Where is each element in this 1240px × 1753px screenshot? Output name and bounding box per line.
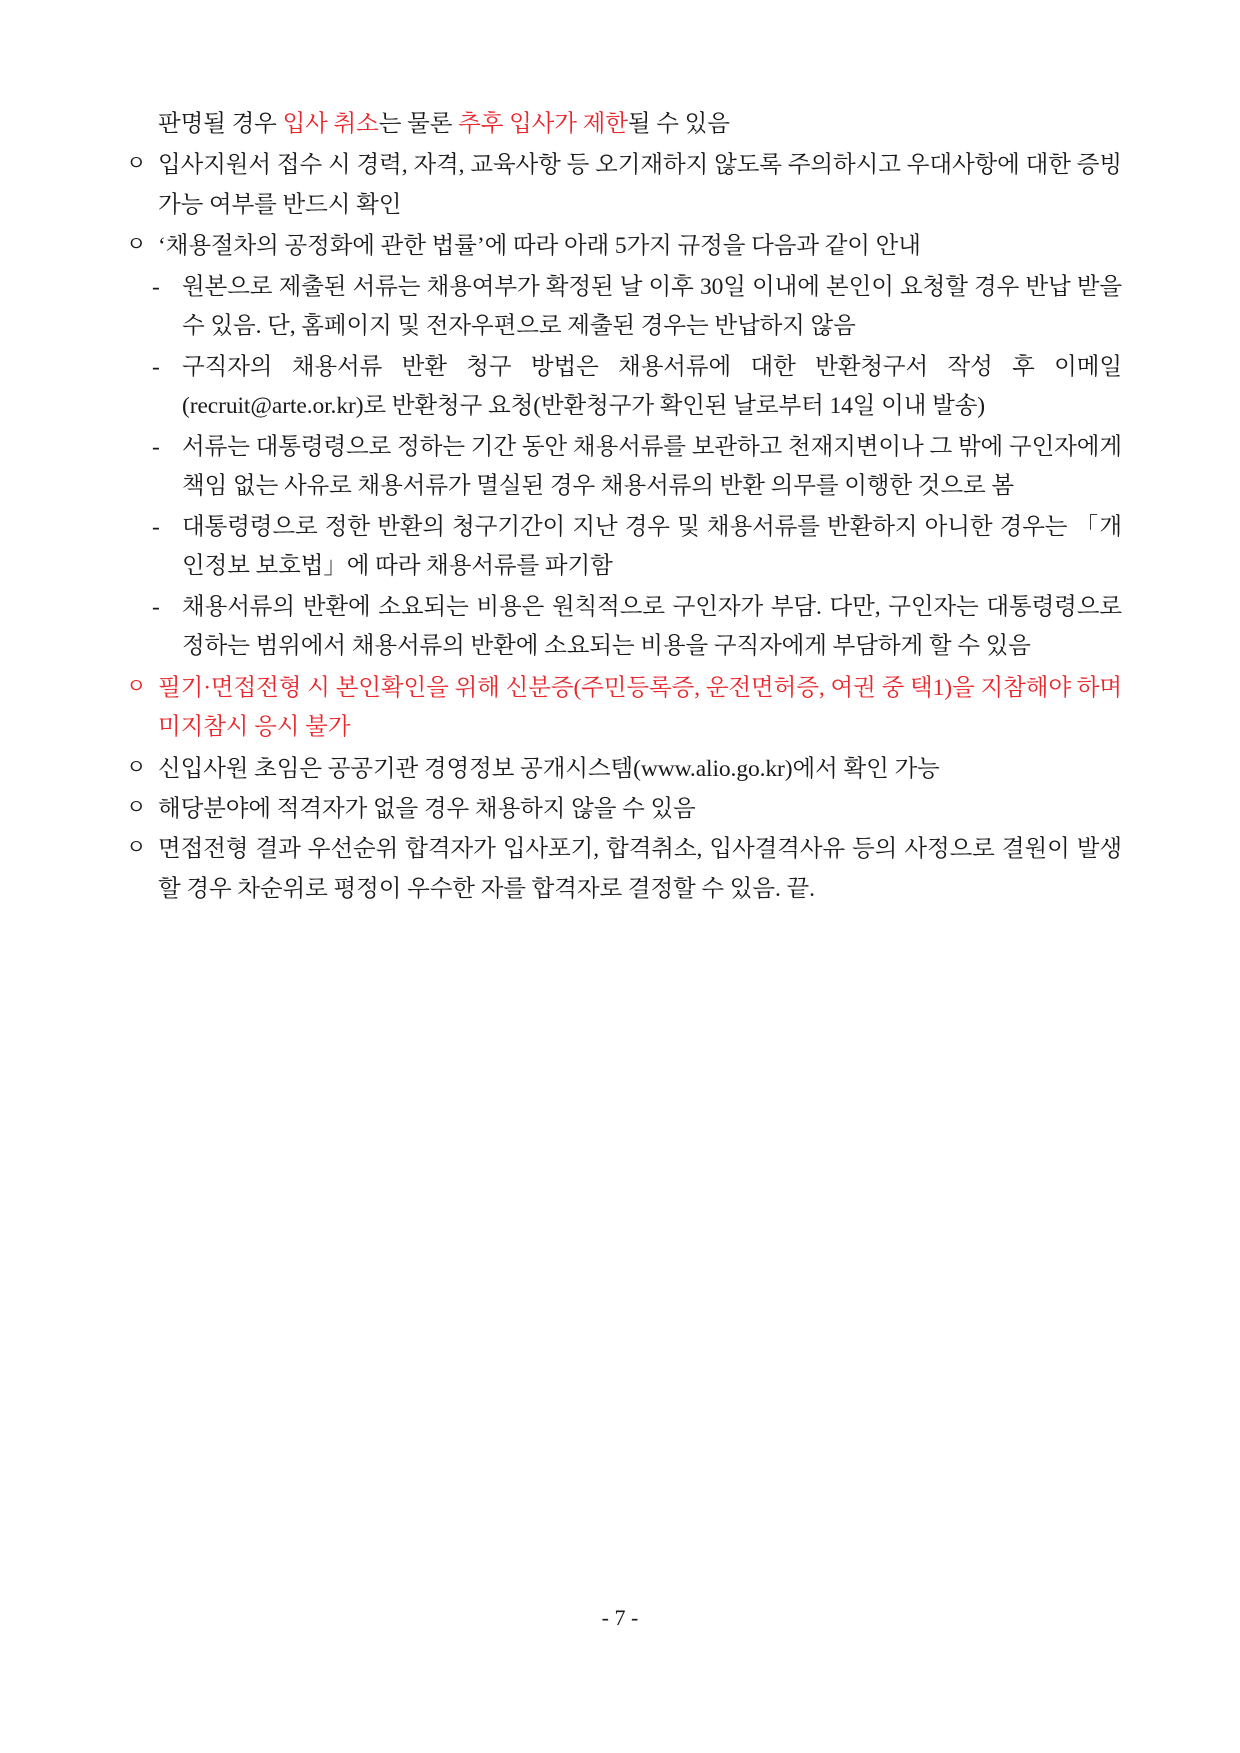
list-item-text: ‘채용절차의 공정화에 관한 법률’에 따라 아래 5가지 규정을 다음과 같이 안내 bbox=[158, 233, 921, 260]
list-item bbox=[118, 790, 1122, 829]
list-item-text: 구직자의 채용서류 반환 청구 방법은 채용서류에 대한 반환청구서 작성 후 이메일(recruit@arte.or.kr)로 반환청구 요청(반환청구가 확인된 날로부터 14일 이내 발송) bbox=[182, 353, 1122, 420]
list-item bbox=[118, 508, 1122, 587]
bullet-marker: ㅇ bbox=[126, 835, 147, 860]
list-item bbox=[118, 268, 1122, 347]
list-item-highlighted bbox=[118, 669, 1122, 748]
dash-marker: - bbox=[152, 273, 160, 300]
bullet-marker: ㅇ bbox=[126, 754, 147, 779]
list-item-text: 신입사원 초임은 공공기관 경영정보 공개시스템(www.alio.go.kr)에서 확인 가능 bbox=[158, 755, 940, 782]
continuation-mid: 는 물론 bbox=[378, 111, 459, 137]
list-item bbox=[118, 348, 1122, 427]
bullet-marker: ㅇ bbox=[126, 232, 147, 257]
list-item-text: 서류는 대통령령으로 정하는 기간 동안 채용서류를 보관하고 천재지변이나 그 밖에 구인자에게 책임 없는 사유로 채용서류가 멸실된 경우 채용서류의 반환 의무를 이행한 것으로 봄 bbox=[182, 433, 1122, 500]
continuation-suffix: 될 수 있음 bbox=[627, 111, 730, 137]
list-item bbox=[118, 830, 1122, 909]
list-item bbox=[118, 227, 1122, 266]
page-number: - 7 - bbox=[601, 1605, 639, 1630]
list-item bbox=[118, 750, 1122, 789]
list-item-text: 필기·면접전형 시 본인확인을 위해 신분증(주민등록증, 운전면허증, 여권 중 택1)을 지참해야 하며 미지참시 응시 불가 bbox=[158, 674, 1122, 741]
list-item bbox=[118, 146, 1122, 225]
bullet-marker: ㅇ bbox=[126, 794, 147, 819]
list-item-text: 입사지원서 접수 시 경력, 자격, 교육사항 등 오기재하지 않도록 주의하시고 우대사항에 대한 증빙가능 여부를 반드시 확인 bbox=[158, 152, 1122, 218]
bullet-marker: ㅇ bbox=[126, 673, 147, 698]
list-item-text: 대통령령으로 정한 반환의 청구기간이 지난 경우 및 채용서류를 반환하지 아니한 경우는 「개인정보 보호법」에 따라 채용서류를 파기함 bbox=[182, 513, 1122, 580]
continuation-paragraph bbox=[158, 105, 1122, 144]
list-item-text: 면접전형 결과 우선순위 합격자가 입사포기, 합격취소, 입사결격사유 등의 사정으로 결원이 발생할 경우 차순위로 평정이 우수한 자를 합격자로 결정할 수 있음. 끝. bbox=[158, 836, 1122, 902]
dash-marker: - bbox=[152, 353, 160, 380]
list-item-text: 원본으로 제출된 서류는 채용여부가 확정된 날 이후 30일 이내에 본인이 요청할 경우 반납 받을 수 있음. 단, 홈페이지 및 전자우편으로 제출된 경우는 반납하지 않음 bbox=[182, 273, 1122, 340]
document-body bbox=[118, 105, 1122, 909]
dash-marker: - bbox=[152, 513, 160, 540]
continuation-red-1: 입사 취소 bbox=[282, 111, 379, 137]
list-item bbox=[118, 588, 1122, 667]
dash-marker: - bbox=[152, 433, 160, 460]
continuation-prefix: 판명될 경우 bbox=[158, 111, 283, 137]
dash-marker: - bbox=[152, 593, 160, 620]
continuation-red-2: 추후 입사가 제한 bbox=[458, 111, 628, 137]
list-item-text: 해당분야에 적격자가 없을 경우 채용하지 않을 수 있음 bbox=[158, 795, 696, 822]
bullet-marker: ㅇ bbox=[126, 151, 147, 176]
list-item-text: 채용서류의 반환에 소요되는 비용은 원칙적으로 구인자가 부담. 다만, 구인자는 대통령령으로 정하는 범위에서 채용서류의 반환에 소요되는 비용을 구직자에게 부담하게 할 수 있음 bbox=[182, 593, 1122, 660]
list-item bbox=[118, 428, 1122, 507]
